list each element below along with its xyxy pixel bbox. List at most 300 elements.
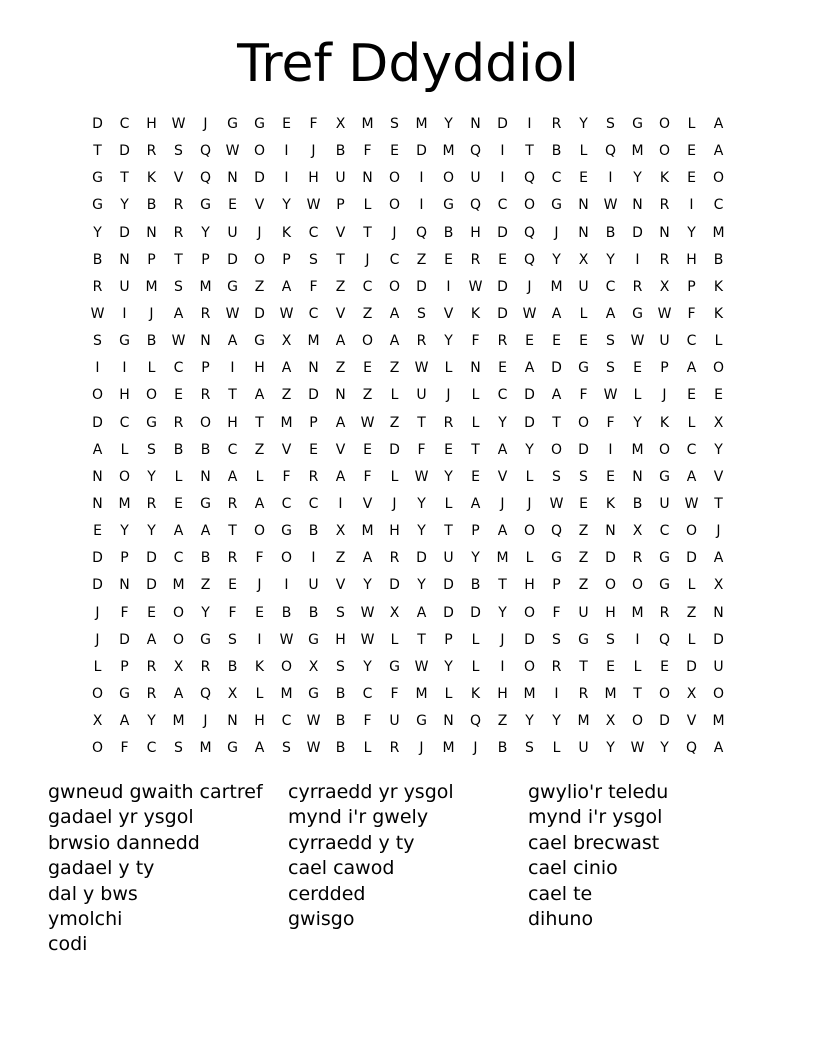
grid-letter: W (360, 414, 375, 431)
grid-letter: Q (199, 143, 212, 160)
word-list-item: gadael yr ysgol (48, 806, 194, 829)
grid-letter: T (336, 251, 345, 268)
word-list-item: brwsio dannedd (48, 831, 200, 854)
grid-letter: C (281, 713, 292, 730)
grid-letter: X (227, 686, 238, 703)
grid-letter: Y (714, 441, 723, 458)
grid-letter: Y (471, 550, 480, 567)
grid-letter: G (308, 686, 319, 703)
grid-letter: G (119, 686, 130, 703)
grid-letter: R (632, 278, 643, 295)
page-title: Tref Ddyddiol (237, 34, 579, 94)
grid-letter: G (92, 197, 103, 214)
grid-letter: S (147, 441, 156, 458)
grid-letter: D (389, 441, 400, 458)
grid-letter: L (471, 387, 480, 404)
grid-letter: D (497, 224, 508, 241)
grid-letter: D (416, 550, 427, 567)
grid-letter: C (551, 170, 562, 187)
grid-letter: C (713, 197, 724, 214)
grid-letter: C (659, 523, 670, 540)
grid-letter: N (200, 468, 211, 485)
grid-letter: D (659, 713, 670, 730)
grid-letter: H (119, 387, 130, 404)
grid-letter: Y (120, 197, 129, 214)
grid-letter: O (388, 170, 401, 187)
grid-letter: B (497, 740, 508, 757)
grid-letter: L (471, 414, 480, 431)
grid-letter: V (254, 197, 265, 214)
grid-letter: A (551, 387, 562, 404)
grid-letter: N (308, 360, 319, 377)
grid-letter: N (578, 224, 589, 241)
grid-letter: Q (523, 251, 536, 268)
grid-letter: S (417, 306, 426, 323)
grid-letter: C (497, 387, 508, 404)
grid-letter: E (579, 333, 588, 350)
grid-letter: T (363, 224, 372, 241)
grid-letter: Z (335, 360, 346, 377)
grid-letter: P (201, 251, 210, 268)
grid-letter: O (631, 577, 644, 594)
grid-letter: M (496, 550, 509, 567)
grid-letter: I (500, 143, 505, 160)
grid-letter: T (498, 577, 507, 594)
grid-letter: M (172, 713, 185, 730)
grid-letter: I (419, 197, 424, 214)
grid-letter: X (281, 333, 292, 350)
grid-letter: B (470, 577, 481, 594)
grid-letter: L (444, 496, 453, 513)
grid-letter: A (416, 604, 427, 621)
grid-letter: Y (120, 523, 129, 540)
grid-letter: E (93, 523, 102, 540)
grid-row (84, 681, 732, 708)
grid-letter: L (687, 414, 696, 431)
grid-letter: Y (525, 713, 534, 730)
grid-letter: D (578, 441, 589, 458)
grid-letter: G (578, 360, 589, 377)
grid-letter: T (471, 441, 480, 458)
grid-row (84, 328, 732, 355)
word-list-item: codi (48, 933, 88, 956)
grid-letter: D (119, 631, 130, 648)
grid-letter: M (631, 441, 644, 458)
grid-letter: S (552, 468, 561, 485)
grid-letter: P (309, 414, 318, 431)
grid-row (84, 138, 732, 165)
grid-letter: X (713, 577, 724, 594)
grid-letter: F (120, 604, 129, 621)
grid-letter: X (632, 523, 643, 540)
grid-letter: E (687, 143, 696, 160)
grid-letter: O (361, 333, 374, 350)
grid-letter: W (279, 306, 294, 323)
grid-letter: D (227, 251, 238, 268)
grid-row (84, 111, 732, 138)
grid-letter: L (579, 306, 588, 323)
grid-letter: I (311, 550, 316, 567)
grid-letter: E (147, 604, 156, 621)
grid-letter: J (392, 496, 397, 513)
grid-letter: Y (498, 414, 507, 431)
grid-letter: I (95, 360, 100, 377)
grid-letter: V (173, 170, 184, 187)
grid-letter: D (605, 550, 616, 567)
grid-letter: E (363, 360, 372, 377)
grid-letter: U (470, 170, 481, 187)
grid-letter: A (254, 387, 265, 404)
grid-letter: O (118, 468, 131, 485)
grid-letter: V (335, 577, 346, 594)
grid-letter: A (713, 740, 724, 757)
grid-letter: C (173, 360, 184, 377)
word-list-item: gwneud gwaith cartref (48, 781, 263, 803)
grid-letter: D (119, 143, 130, 160)
grid-letter: B (173, 441, 184, 458)
grid-letter: T (633, 686, 642, 703)
grid-letter: O (388, 197, 401, 214)
grid-letter: G (92, 170, 103, 187)
grid-letter: A (713, 143, 724, 160)
grid-letter: O (253, 523, 266, 540)
grid-letter: F (309, 116, 318, 133)
grid-letter: A (254, 496, 265, 513)
grid-letter: W (171, 333, 186, 350)
grid-letter: A (281, 360, 292, 377)
grid-letter: Y (201, 604, 210, 621)
grid-letter: V (686, 713, 697, 730)
grid-letter: C (389, 251, 400, 268)
grid-row (84, 545, 732, 572)
grid-letter: D (524, 631, 535, 648)
grid-letter: E (282, 116, 291, 133)
grid-letter: N (605, 523, 616, 540)
grid-letter: Z (200, 577, 211, 594)
grid-letter: X (605, 713, 616, 730)
grid-letter: R (146, 143, 157, 160)
grid-letter: Z (362, 306, 373, 323)
grid-letter: Y (147, 468, 156, 485)
grid-letter: Y (147, 713, 156, 730)
grid-letter: D (470, 604, 481, 621)
grid-letter: E (390, 143, 399, 160)
grid-letter: K (659, 414, 670, 431)
grid-letter: Q (415, 224, 428, 241)
grid-row (84, 437, 732, 464)
grid-letter: M (631, 604, 644, 621)
grid-letter: D (686, 658, 697, 675)
grid-letter: A (335, 333, 346, 350)
grid-letter: L (633, 387, 642, 404)
grid-letter: L (687, 631, 696, 648)
grid-letter: J (203, 116, 208, 133)
grid-letter: W (603, 387, 618, 404)
grid-letter: A (497, 523, 508, 540)
grid-letter: E (525, 333, 534, 350)
grid-letter: J (527, 496, 532, 513)
word-list-item: mynd i'r gwely (288, 806, 429, 829)
grid-letter: E (606, 468, 615, 485)
grid-letter: G (659, 468, 670, 485)
grid-letter: A (524, 360, 535, 377)
grid-letter: S (93, 333, 102, 350)
grid-letter: A (227, 333, 238, 350)
grid-letter: C (362, 278, 373, 295)
grid-letter: G (146, 414, 157, 431)
grid-letter: N (470, 360, 481, 377)
grid-letter: Z (497, 713, 508, 730)
grid-letter: P (687, 278, 696, 295)
grid-letter: A (389, 306, 400, 323)
grid-letter: L (390, 468, 399, 485)
grid-letter: J (419, 740, 424, 757)
grid-letter: M (442, 740, 455, 757)
grid-letter: R (146, 658, 157, 675)
grid-letter: H (146, 116, 157, 133)
grid-letter: W (414, 468, 429, 485)
grid-letter: N (578, 197, 589, 214)
grid-letter: O (658, 441, 671, 458)
grid-letter: A (200, 523, 211, 540)
grid-letter: E (660, 658, 669, 675)
grid-letter: Y (444, 116, 453, 133)
grid-letter: G (200, 197, 211, 214)
grid-letter: M (415, 686, 428, 703)
grid-letter: M (172, 577, 185, 594)
grid-letter: N (659, 224, 670, 241)
grid-letter: B (92, 251, 103, 268)
word-list-item: gwisgo (288, 908, 355, 931)
grid-letter: C (497, 197, 508, 214)
grid-letter: C (686, 333, 697, 350)
grid-letter: G (632, 306, 643, 323)
grid-letter: R (146, 686, 157, 703)
grid-letter: W (630, 740, 645, 757)
grid-letter: W (657, 306, 672, 323)
grid-letter: F (228, 604, 237, 621)
grid-letter: X (335, 116, 346, 133)
grid-letter: I (635, 631, 640, 648)
grid-row (84, 600, 732, 627)
grid-letter: E (471, 468, 480, 485)
grid-letter: Y (417, 496, 426, 513)
grid-letter: Q (523, 224, 536, 241)
grid-letter: O (91, 387, 104, 404)
grid-letter: L (93, 658, 102, 675)
grid-letter: L (255, 686, 264, 703)
grid-letter: N (227, 713, 238, 730)
grid-letter: E (606, 658, 615, 675)
grid-letter: G (281, 523, 292, 540)
grid-letter: Z (578, 523, 589, 540)
grid-letter: A (470, 496, 481, 513)
grid-letter: J (149, 306, 154, 323)
grid-letter: L (363, 197, 372, 214)
grid-letter: B (551, 143, 562, 160)
word-list-item: cyrraedd yr ysgol (288, 781, 454, 803)
word-list-item: dal y bws (48, 882, 138, 905)
grid-letter: U (578, 278, 589, 295)
grid-letter: L (471, 631, 480, 648)
grid-letter: I (608, 441, 613, 458)
grid-letter: T (525, 143, 534, 160)
grid-letter: O (280, 658, 293, 675)
grid-letter: Y (498, 604, 507, 621)
grid-letter: C (308, 224, 319, 241)
grid-letter: L (525, 468, 534, 485)
grid-letter: B (146, 197, 157, 214)
word-list-item: ymolchi (48, 908, 123, 931)
grid-letter: L (444, 360, 453, 377)
grid-row (84, 410, 732, 437)
grid-letter: G (551, 197, 562, 214)
grid-letter: O (199, 414, 212, 431)
grid-letter: L (390, 631, 399, 648)
grid-letter: O (577, 414, 590, 431)
grid-letter: O (658, 143, 671, 160)
grid-letter: Y (687, 224, 696, 241)
grid-letter: Z (281, 387, 292, 404)
grid-letter: M (307, 333, 320, 350)
grid-letter: O (523, 523, 536, 540)
grid-letter: G (416, 713, 427, 730)
grid-letter: S (336, 604, 345, 621)
grid-letter: F (390, 686, 399, 703)
grid-letter: P (336, 197, 345, 214)
grid-row (84, 247, 732, 274)
grid-letter: J (311, 143, 316, 160)
grid-row (84, 274, 732, 301)
grid-letter: R (551, 116, 562, 133)
grid-letter: E (633, 360, 642, 377)
grid-letter: F (417, 441, 426, 458)
grid-letter: S (579, 468, 588, 485)
grid-letter: W (225, 306, 240, 323)
grid-letter: N (92, 496, 103, 513)
letter-grid (84, 111, 732, 762)
grid-letter: G (254, 116, 265, 133)
grid-letter: T (255, 414, 264, 431)
grid-letter: I (257, 631, 262, 648)
grid-letter: Y (525, 441, 534, 458)
grid-letter: W (468, 278, 483, 295)
grid-letter: G (659, 577, 670, 594)
word-column-2 (288, 780, 454, 932)
grid-letter: N (92, 468, 103, 485)
grid-letter: R (659, 604, 670, 621)
grid-letter: O (523, 658, 536, 675)
grid-letter: N (632, 468, 643, 485)
grid-letter: J (392, 224, 397, 241)
grid-letter: D (92, 577, 103, 594)
word-list-item: mynd i'r ysgol (528, 806, 663, 829)
grid-letter: R (200, 387, 211, 404)
grid-letter: J (95, 631, 100, 648)
grid-letter: W (306, 197, 321, 214)
grid-letter: A (281, 278, 292, 295)
grid-letter: A (713, 116, 724, 133)
grid-letter: G (443, 197, 454, 214)
grid-letter: V (443, 306, 454, 323)
grid-letter: J (500, 631, 505, 648)
grid-letter: X (578, 251, 589, 268)
grid-letter: L (120, 441, 129, 458)
grid-letter: R (173, 224, 184, 241)
grid-letter: D (389, 577, 400, 594)
grid-letter: A (362, 550, 373, 567)
grid-letter: C (686, 441, 697, 458)
grid-letter: P (552, 577, 561, 594)
grid-letter: C (173, 550, 184, 567)
grid-letter: T (417, 414, 426, 431)
grid-letter: U (335, 170, 346, 187)
grid-letter: Q (199, 686, 212, 703)
word-column-1 (48, 780, 263, 958)
grid-letter: Y (147, 523, 156, 540)
grid-letter: Y (552, 713, 561, 730)
grid-letter: O (712, 170, 725, 187)
grid-letter: M (577, 713, 590, 730)
grid-letter: G (254, 333, 265, 350)
grid-letter: A (173, 306, 184, 323)
grid-letter: O (442, 170, 455, 187)
grid-letter: A (551, 306, 562, 323)
grid-letter: O (685, 523, 698, 540)
grid-letter: V (335, 224, 346, 241)
grid-letter: M (280, 686, 293, 703)
grid-letter: I (500, 170, 505, 187)
grid-letter: N (200, 333, 211, 350)
grid-letter: S (606, 360, 615, 377)
grid-letter: A (227, 468, 238, 485)
grid-letter: E (687, 170, 696, 187)
grid-letter: H (308, 170, 319, 187)
grid-letter: Z (335, 278, 346, 295)
grid-letter: B (281, 604, 292, 621)
grid-letter: X (335, 523, 346, 540)
grid-letter: O (658, 686, 671, 703)
grid-letter: Q (199, 170, 212, 187)
grid-letter: O (172, 631, 185, 648)
word-list-item: cael cawod (288, 857, 395, 880)
grid-letter: D (632, 224, 643, 241)
grid-letter: L (471, 658, 480, 675)
grid-letter: M (280, 414, 293, 431)
grid-letter: T (714, 496, 723, 513)
grid-letter: H (389, 523, 400, 540)
grid-letter: P (120, 550, 129, 567)
grid-letter: J (257, 577, 262, 594)
grid-letter: B (335, 713, 346, 730)
grid-letter: P (471, 523, 480, 540)
grid-letter: M (631, 143, 644, 160)
grid-letter: Z (362, 387, 373, 404)
grid-letter: U (416, 387, 427, 404)
grid-letter: T (174, 251, 183, 268)
grid-letter: O (658, 116, 671, 133)
grid-letter: O (550, 441, 563, 458)
grid-letter: B (227, 658, 238, 675)
grid-letter: J (203, 713, 208, 730)
grid-letter: F (120, 740, 129, 757)
grid-letter: E (255, 604, 264, 621)
grid-letter: G (578, 631, 589, 648)
grid-row (84, 518, 732, 545)
grid-letter: L (687, 577, 696, 594)
grid-letter: U (659, 333, 670, 350)
grid-letter: J (500, 496, 505, 513)
